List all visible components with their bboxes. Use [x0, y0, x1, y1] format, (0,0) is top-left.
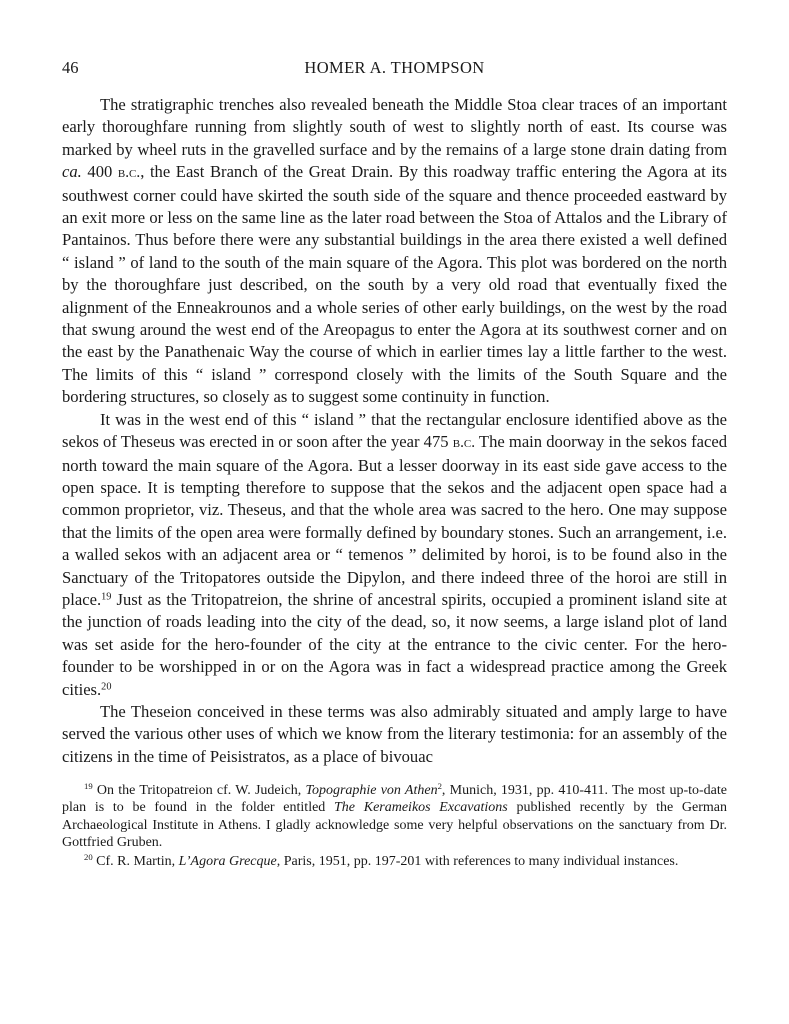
footnote-number-19: 19: [84, 781, 93, 792]
abbr-circa: ca.: [62, 162, 82, 182]
book-page: [62, 58, 727, 872]
edition-superscript: 2: [437, 781, 442, 792]
footnote-19-text-c: published recently by the German Archaeological Institute in Athens. I gladly acknowledge some very helpful observations on the sanctuary from Dr. Gottfried Gruben.: [62, 800, 728, 850]
footnote-20-title: L’Agora Grecque: [178, 854, 277, 869]
footnote-19-title-1: Topographie von Athen: [305, 783, 438, 799]
footnote-20: [62, 853, 727, 870]
footnote-20-text-a: Cf. R. Martin,: [92, 854, 179, 869]
footnote-ref-20[interactable]: 20: [101, 680, 112, 692]
paragraph-1-text-c: , the East Branch of the Great Drain. By this roadway traffic entering the Agora at its southwest corner could have skirted the south side of the square and thence proceeded eastward by an exit more or less on the same line as the later road between the Stoa of Attalos and the Library of Pantainos. Thus before there were any substantial buildings in the area there existed a well defined “ island ” of land to the south of the main square of the Agora. This plot was bordered on the north by the thoroughfare just described, on the south by a very old road that eventually fixed the alignment of the Enneakrounos and a whole series of other early buildings, on the west by the road that swung around the west end of the Areopagus to enter the Agora at its southwest corner and on the east by the Panathenaic Way the course of which in earlier times lay a little farther to the west. The limits of this “ island ” correspond closely with the limits of the South Square and the bordering structures, so closely as to suggest some continuity in function.: [62, 162, 728, 407]
paragraph-2-text-b: The main doorway in the sekos faced north toward the main square of the Agora. But a lesser doorway in its east side gave access to the open space. It is tempting therefore to suppose that the sekos and the adjacent open space had a common proprietor, viz. Theseus, and that the whole area was sacred to the hero. One may suppose that the limits of the open area were formally defined by boundary stones. Such an arrangement, i.e. a walled sekos with an adjacent area or “ temenos ” delimited by horoi, is to be found also in the Sanctuary of the Tritopatores outside the Dipylon, and there indeed three of the horoi are still in place.: [62, 432, 727, 609]
footnote-19-title-2: The Kerameikos Excavations: [334, 800, 508, 816]
paragraph-1-text-b: 400: [81, 162, 118, 182]
footnote-20-text-b: , Paris, 1951, pp. 197-201 with references to many individual instances.: [276, 854, 679, 869]
running-title: HOMER A. THOMPSON: [304, 58, 485, 77]
footnote-19: [62, 782, 727, 851]
paragraph-1: [62, 94, 727, 409]
paragraph-2-text-c: Just as the Tritopatreion, the shrine of ancestral spirits, occupied a prominent island site at the junction of roads leading into the city of the dead, so, it now seems, a large island plot of land was set aside for the hero-founder of the city at the entrance to the civic center. For the hero-founder to be worshipped in or on the Agora was in fact a widespread practice among the Greek cities.: [62, 589, 727, 699]
footnote-number-20: 20: [84, 852, 93, 863]
running-head: [62, 58, 727, 80]
page-number: 46: [62, 58, 79, 77]
paragraph-2: [62, 409, 727, 701]
paragraph-1-text-a: The stratigraphic trenches also revealed beneath the Middle Stoa clear traces of an important early thoroughfare running from slightly south of west to slightly north of east. Its course was marked by wheel ruts in the gravelled surface and by the remains of a large stone drain dating from: [62, 95, 727, 159]
footnote-19-text-a: On the Tritopatreion cf. W. Judeich,: [92, 783, 306, 799]
footnote-19-text-b: , Munich, 1931, pp. 410-411. The most up-to-date plan is to be found in the folder entitled: [62, 783, 728, 816]
abbr-bc: b.c.: [452, 434, 476, 452]
abbr-bc: b.c.: [117, 164, 141, 182]
footnotes: [62, 782, 727, 870]
paragraph-3: The Theseion conceived in these terms was also admirably situated and amply large to have served the various other uses of which we know from the literary testimonia: for an assembly of the citizens in the time of Peisistratos, as a place of bivouac: [62, 701, 727, 766]
paragraph-2-text-a: It was in the west end of this “ island ” that the rectangular enclosure identified above as the sekos of Theseus was erected in or soon after the year 475: [62, 409, 727, 452]
footnote-ref-19[interactable]: 19: [101, 591, 112, 603]
